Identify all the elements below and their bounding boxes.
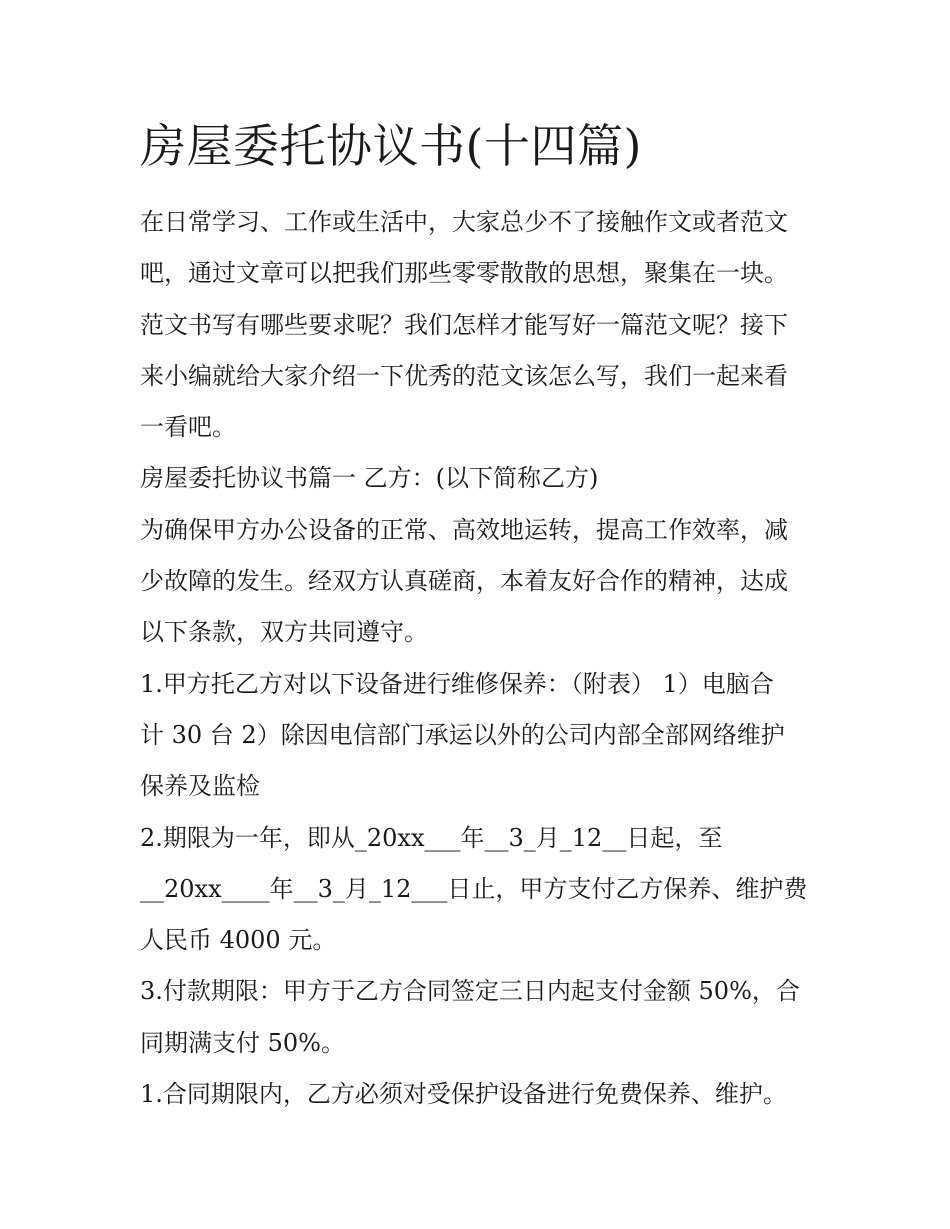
text-line: 范文书写有哪些要求呢？我们怎样才能写好一篇范文呢？接下 [140, 310, 788, 339]
clause-line: __20xx____年__3_月_12___日止，甲方支付乙方保养、维护费 [140, 874, 808, 903]
clause-line: 人民币 4000 元。 [140, 926, 337, 955]
clause-line: 同期满支付 50%。 [140, 1028, 345, 1057]
text-line: 吧，通过文章可以把我们那些零零散散的思想，聚集在一块。 [140, 259, 788, 288]
page-title: 房屋委托协议书(十四篇) [140, 119, 642, 173]
clause-line: 3.付款期限：甲方于乙方合同签定三日内起支付金额 50%，合 [140, 977, 800, 1006]
clause-line: 1.甲方托乙方对以下设备进行维修保养：（附表） 1）电脑合 [140, 669, 774, 698]
text-line: 少故障的发生。经双方认真磋商，本着友好合作的精神，达成 [140, 567, 788, 596]
section-heading: 房屋委托协议书篇一 乙方：(以下简称乙方) [140, 464, 599, 493]
text-line: 为确保甲方办公设备的正常、高效地运转，提高工作效率，减 [140, 515, 788, 544]
text-line: 一看吧。 [140, 413, 236, 442]
clause-line: 计 30 台 2）除因电信部门承运以外的公司内部全部网络维护 [140, 720, 785, 749]
text-line: 以下条款，双方共同遵守。 [140, 618, 428, 647]
clause-line: 1.合同期限内，乙方必须对受保护设备进行免费保养、维护。 [140, 1080, 787, 1109]
text-line: 来小编就给大家介绍一下优秀的范文该怎么写，我们一起来看 [140, 361, 788, 390]
clause-line: 保养及监检 [140, 772, 260, 801]
clause-line: 2.期限为一年，即从_20xx___年__3_月_12__日起，至 [140, 823, 723, 852]
document-body [140, 197, 830, 1120]
text-line: 在日常学习、工作或生活中，大家总少不了接触作文或者范文 [140, 208, 788, 236]
